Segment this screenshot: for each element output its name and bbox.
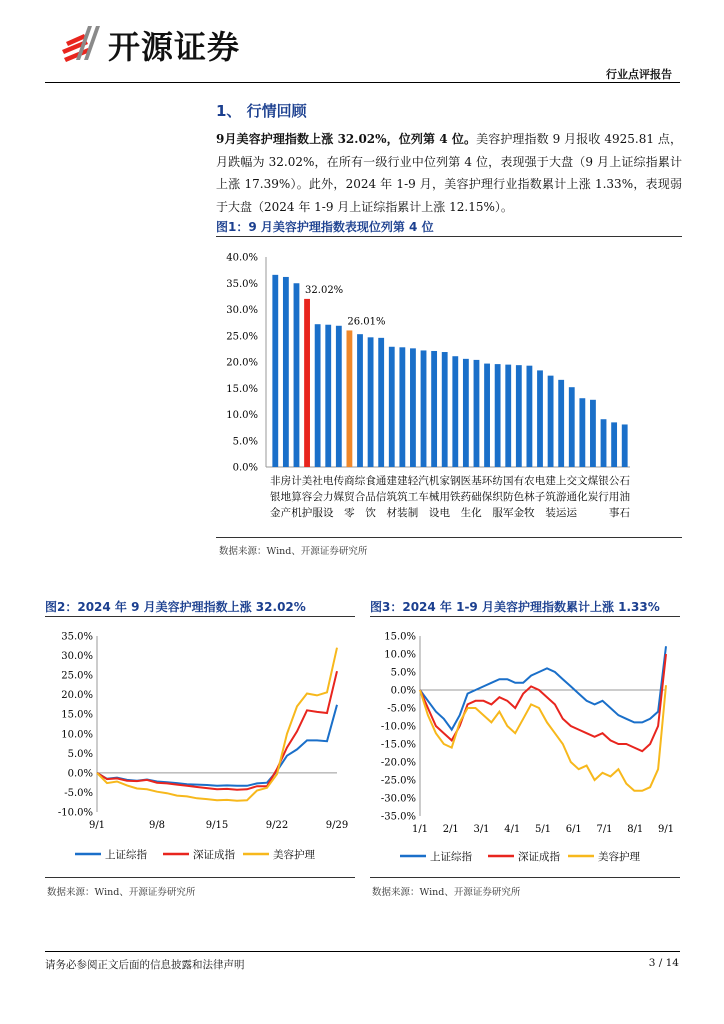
fig2-line-chart <box>45 622 355 872</box>
company-name: 开源证券 <box>108 28 241 66</box>
bar-32 <box>611 422 617 467</box>
x-tick-label-char: 材 <box>386 507 398 519</box>
bar-14 <box>421 350 427 467</box>
y-tick-label: 10.0% <box>384 649 416 661</box>
x-tick-label-char: 地 <box>280 491 292 503</box>
summary-lead: 9月美容护理指数上涨 32.02%，位列第 4 位。 <box>216 132 477 146</box>
bar-2 <box>294 283 300 467</box>
x-tick-label: 9/8 <box>148 820 166 831</box>
y-tick-label: 20.0% <box>226 357 258 369</box>
x-tick-label-char: 电 <box>439 507 450 519</box>
bar-16 <box>442 352 448 467</box>
y-tick-label: 0.0% <box>390 685 416 697</box>
report-type-label: 行业点评报告 <box>606 68 672 81</box>
x-tick-label-char: 油 <box>619 491 630 503</box>
x-tick-label-char: 容 <box>301 491 313 503</box>
x-tick-label-char: 运 <box>566 507 578 519</box>
fig3-bottom-rule <box>370 877 680 878</box>
fig3-top-rule <box>370 616 680 617</box>
x-tick-label-char: 制 <box>407 507 419 519</box>
x-tick-label: 9/22 <box>265 820 289 831</box>
x-tick-label-char: 筑 <box>545 491 556 503</box>
x-tick-label-char: 保 <box>481 491 493 503</box>
x-tick-label-char: 传 <box>333 475 345 487</box>
x-tick-label-char: 轻 <box>407 475 419 487</box>
fig1-bar-chart <box>216 240 682 530</box>
x-tick-label-char: 设 <box>322 507 334 519</box>
x-tick-label-char: 机 <box>428 475 440 487</box>
x-tick-label-char: 药 <box>460 491 472 503</box>
x-tick-label-char: 银 <box>270 491 281 503</box>
x-tick-label-char: 行 <box>598 491 609 503</box>
fig1-source: 数据来源：Wind、开源证券研究所 <box>219 546 368 557</box>
bar-9 <box>368 337 374 467</box>
series-line-2 <box>420 685 666 791</box>
fig2-title: 图2：2024 年 9 月美容护理指数上涨 32.02% <box>45 600 306 614</box>
y-tick-label: -30.0% <box>380 793 416 805</box>
x-tick-label-char: 有 <box>513 475 525 487</box>
x-tick-label-char: 军 <box>502 507 514 519</box>
x-tick-label: 6/1 <box>565 824 582 835</box>
x-tick-label-char: 化 <box>577 491 588 503</box>
x-tick-label-char: 建 <box>397 475 408 487</box>
x-tick-label-char: 通 <box>375 475 387 487</box>
legend-label: 上证综指 <box>105 849 147 861</box>
x-tick-label-char: 石 <box>619 475 630 487</box>
x-tick-label-char: 交 <box>566 475 578 487</box>
header-divider <box>45 82 680 83</box>
bar-10 <box>378 338 384 467</box>
y-tick-label: -20.0% <box>380 757 416 769</box>
x-tick-label-char: 石 <box>619 507 630 519</box>
x-tick-label: 4/1 <box>504 824 521 835</box>
x-tick-label-char: 钢 <box>450 475 461 487</box>
x-tick-label-char: 文 <box>577 475 588 487</box>
fig1-bottom-rule <box>216 537 682 538</box>
bar-15 <box>431 351 437 467</box>
x-tick-label-char: 综 <box>354 475 366 487</box>
x-tick-label-char: 织 <box>492 491 503 503</box>
y-tick-label: 5.0% <box>232 436 258 448</box>
x-tick-label-char: 础 <box>471 491 482 503</box>
bar-28 <box>569 387 575 467</box>
x-tick-label-char: 家 <box>439 475 450 487</box>
x-tick-label-char: 械 <box>428 491 440 503</box>
x-tick-label-char: 饮 <box>365 507 376 519</box>
bar-3 <box>304 299 310 467</box>
series-line-0 <box>97 705 337 786</box>
bar-23 <box>516 365 522 467</box>
series-line-1 <box>97 671 337 790</box>
y-tick-label: 15.0% <box>61 709 93 721</box>
x-tick-label: 1/1 <box>411 824 429 835</box>
x-tick-label-char: 设 <box>428 507 440 519</box>
bar-24 <box>527 366 533 467</box>
fig2-source: 数据来源：Wind、开源证券研究所 <box>47 887 196 898</box>
x-tick-label-char: 用 <box>439 491 450 503</box>
x-tick-label-char: 林 <box>524 491 535 503</box>
y-tick-label: 15.0% <box>384 631 416 643</box>
x-tick-label-char: 煤 <box>587 475 599 487</box>
y-tick-label: 15.0% <box>226 383 258 395</box>
x-tick-label-char: 美 <box>301 475 313 487</box>
y-tick-label: 25.0% <box>226 331 258 343</box>
x-tick-label-char: 运 <box>555 507 567 519</box>
bar-26 <box>548 376 554 467</box>
company-logo-icon <box>58 24 106 64</box>
x-tick-label-char: 事 <box>608 507 620 519</box>
x-tick-label-char: 服 <box>312 507 323 519</box>
y-tick-label: 25.0% <box>61 670 93 682</box>
x-tick-label: 5/1 <box>534 824 552 835</box>
y-tick-label: -15.0% <box>380 739 416 751</box>
x-tick-label-char: 工 <box>407 491 419 503</box>
x-tick-label-char: 用 <box>608 491 620 503</box>
legend-label: 深证成指 <box>518 851 560 863</box>
x-tick-label-char: 炭 <box>587 491 599 503</box>
x-tick-label-char: 公 <box>608 475 620 487</box>
x-tick-label: 2/1 <box>442 824 459 835</box>
bar-17 <box>452 356 458 467</box>
y-tick-label: 20.0% <box>61 690 93 702</box>
x-tick-label: 8/1 <box>627 824 644 835</box>
x-tick-label-char: 环 <box>481 475 493 487</box>
fig2-bottom-rule <box>45 877 355 878</box>
y-tick-label: -5.0% <box>387 703 416 715</box>
x-tick-label-char: 牧 <box>524 507 535 519</box>
x-tick-label-char: 贸 <box>344 491 355 503</box>
x-tick-label-char: 纺 <box>492 475 503 487</box>
series-line-1 <box>420 654 666 751</box>
legend-label: 深证成指 <box>193 849 235 861</box>
x-tick-label-char: 电 <box>322 475 334 487</box>
x-tick-label-char: 医 <box>460 475 472 487</box>
bar-1 <box>283 277 289 467</box>
x-tick-label-char: 合 <box>354 491 366 503</box>
x-tick-label-char: 金 <box>513 507 525 519</box>
y-tick-label: 10.0% <box>226 410 258 421</box>
x-tick-label-char: 媒 <box>333 491 345 503</box>
bar-8 <box>357 334 363 467</box>
x-tick-label: 9/15 <box>205 820 229 831</box>
summary-body: 美容护理指数 9 月报收 4925.81 点，月跌幅为 32.02%，在所有一级行业中位列第 4 位，表现强于大盘（9 月上证综指累计上涨 17.39%）。此外，2024 年 1-9 月，美容护理行业指数累计上涨 1.33%，表现弱于大盘（2024 年 1-9 月上证综指累计上涨 12.15%）。 <box>216 132 682 214</box>
bar-7 <box>347 330 353 467</box>
x-tick-label-char: 生 <box>460 507 472 519</box>
bar-11 <box>389 347 395 467</box>
x-tick-label-char: 色 <box>513 491 525 503</box>
x-tick-label-char: 基 <box>471 475 482 487</box>
x-tick-label-char: 汽 <box>418 475 429 487</box>
x-tick-label-char: 车 <box>418 491 429 503</box>
y-tick-label: -10.0% <box>57 807 93 819</box>
bar-30 <box>590 400 596 467</box>
bar-6 <box>336 326 342 467</box>
y-tick-label: 10.0% <box>61 729 93 741</box>
data-label: 26.01% <box>347 316 386 328</box>
legend-label: 美容护理 <box>598 851 640 863</box>
bar-19 <box>474 360 480 467</box>
x-tick-label-char: 银 <box>598 475 609 487</box>
fig3-title: 图3：2024 年 1-9 月美容护理指数累计上涨 1.33% <box>370 600 660 614</box>
bar-4 <box>315 324 321 467</box>
fig1-top-rule <box>216 236 682 237</box>
bar-27 <box>558 380 564 467</box>
bar-18 <box>463 359 469 467</box>
x-tick-label-char: 会 <box>312 491 323 503</box>
x-tick-label-char: 通 <box>566 491 578 503</box>
x-tick-label-char: 游 <box>555 491 567 503</box>
bar-21 <box>495 364 501 467</box>
y-tick-label: 5.0% <box>67 748 93 760</box>
summary-paragraph <box>216 128 682 218</box>
x-tick-label-char: 产 <box>280 507 292 519</box>
section-title: 1、 行情回顾 <box>216 102 307 120</box>
y-tick-label: -10.0% <box>380 721 416 733</box>
fig3-source: 数据来源：Wind、开源证券研究所 <box>372 887 521 898</box>
x-tick-label-char: 零 <box>344 507 355 519</box>
x-tick-label: 9/29 <box>325 820 349 831</box>
bar-33 <box>622 424 628 467</box>
x-tick-label-char: 信 <box>375 491 387 503</box>
x-tick-label: 3/1 <box>473 824 490 835</box>
x-tick-label-char: 护 <box>301 507 313 519</box>
x-tick-label-char: 算 <box>291 491 302 503</box>
y-tick-label: 0.0% <box>67 768 93 780</box>
x-tick-label-char: 装 <box>545 507 556 519</box>
y-tick-label: 40.0% <box>226 252 258 264</box>
x-tick-label-char: 铁 <box>450 491 461 503</box>
legend-label: 美容护理 <box>273 849 315 861</box>
bar-13 <box>410 348 416 467</box>
x-tick-label: 9/1 <box>657 824 675 835</box>
x-tick-label-char: 筑 <box>386 491 398 503</box>
fig3-line-chart <box>370 622 680 872</box>
x-tick-label-char: 建 <box>386 475 398 487</box>
y-tick-label: 35.0% <box>226 278 258 290</box>
footer-disclaimer: 请务必参阅正文后面的信息披露和法律声明 <box>45 959 245 971</box>
bar-20 <box>484 364 490 467</box>
y-tick-label: 35.0% <box>61 631 93 643</box>
x-tick-label-char: 力 <box>322 491 334 503</box>
x-tick-label-char: 子 <box>534 491 546 503</box>
page-number: 3 / 14 <box>648 957 679 969</box>
bar-22 <box>505 365 511 467</box>
y-tick-label: 5.0% <box>390 667 416 679</box>
x-tick-label-char: 计 <box>291 475 302 487</box>
data-label: 32.02% <box>305 284 344 296</box>
footer-divider <box>45 951 680 952</box>
y-tick-label: -25.0% <box>380 775 416 787</box>
x-tick-label-char: 筑 <box>397 491 408 503</box>
x-tick-label-char: 化 <box>471 507 482 519</box>
fig1-title: 图1：9 月美容护理指数表现位列第 4 位 <box>216 220 434 234</box>
y-tick-label: -35.0% <box>380 811 416 823</box>
legend-label: 上证综指 <box>430 851 472 863</box>
x-tick-label-char: 农 <box>524 475 535 487</box>
x-tick-label-char: 建 <box>545 475 556 487</box>
x-tick-label: 9/1 <box>88 820 106 831</box>
x-tick-label-char: 机 <box>291 507 302 519</box>
bar-0 <box>272 275 278 467</box>
bar-29 <box>579 398 585 467</box>
y-tick-label: 30.0% <box>226 305 258 316</box>
x-tick-label-char: 品 <box>365 491 376 503</box>
bar-25 <box>537 370 543 467</box>
x-tick-label: 7/1 <box>596 824 613 835</box>
x-tick-label-char: 房 <box>280 475 292 487</box>
x-tick-label-char: 电 <box>534 475 546 487</box>
x-tick-label-char: 金 <box>270 507 281 519</box>
y-tick-label: -5.0% <box>64 787 93 799</box>
bar-31 <box>601 419 607 467</box>
y-tick-label: 0.0% <box>232 462 258 474</box>
x-tick-label-char: 防 <box>502 491 514 503</box>
x-tick-label-char: 商 <box>344 475 355 487</box>
x-tick-label-char: 国 <box>502 475 514 487</box>
x-tick-label-char: 社 <box>312 475 323 487</box>
x-tick-label-char: 食 <box>365 475 376 487</box>
fig2-top-rule <box>45 616 355 617</box>
x-tick-label-char: 服 <box>492 507 503 519</box>
y-tick-label: 30.0% <box>61 651 93 663</box>
bar-5 <box>325 325 331 467</box>
bar-12 <box>399 347 405 467</box>
x-tick-label-char: 非 <box>270 475 281 487</box>
x-tick-label-char: 装 <box>397 507 408 519</box>
x-tick-label-char: 上 <box>555 475 567 487</box>
